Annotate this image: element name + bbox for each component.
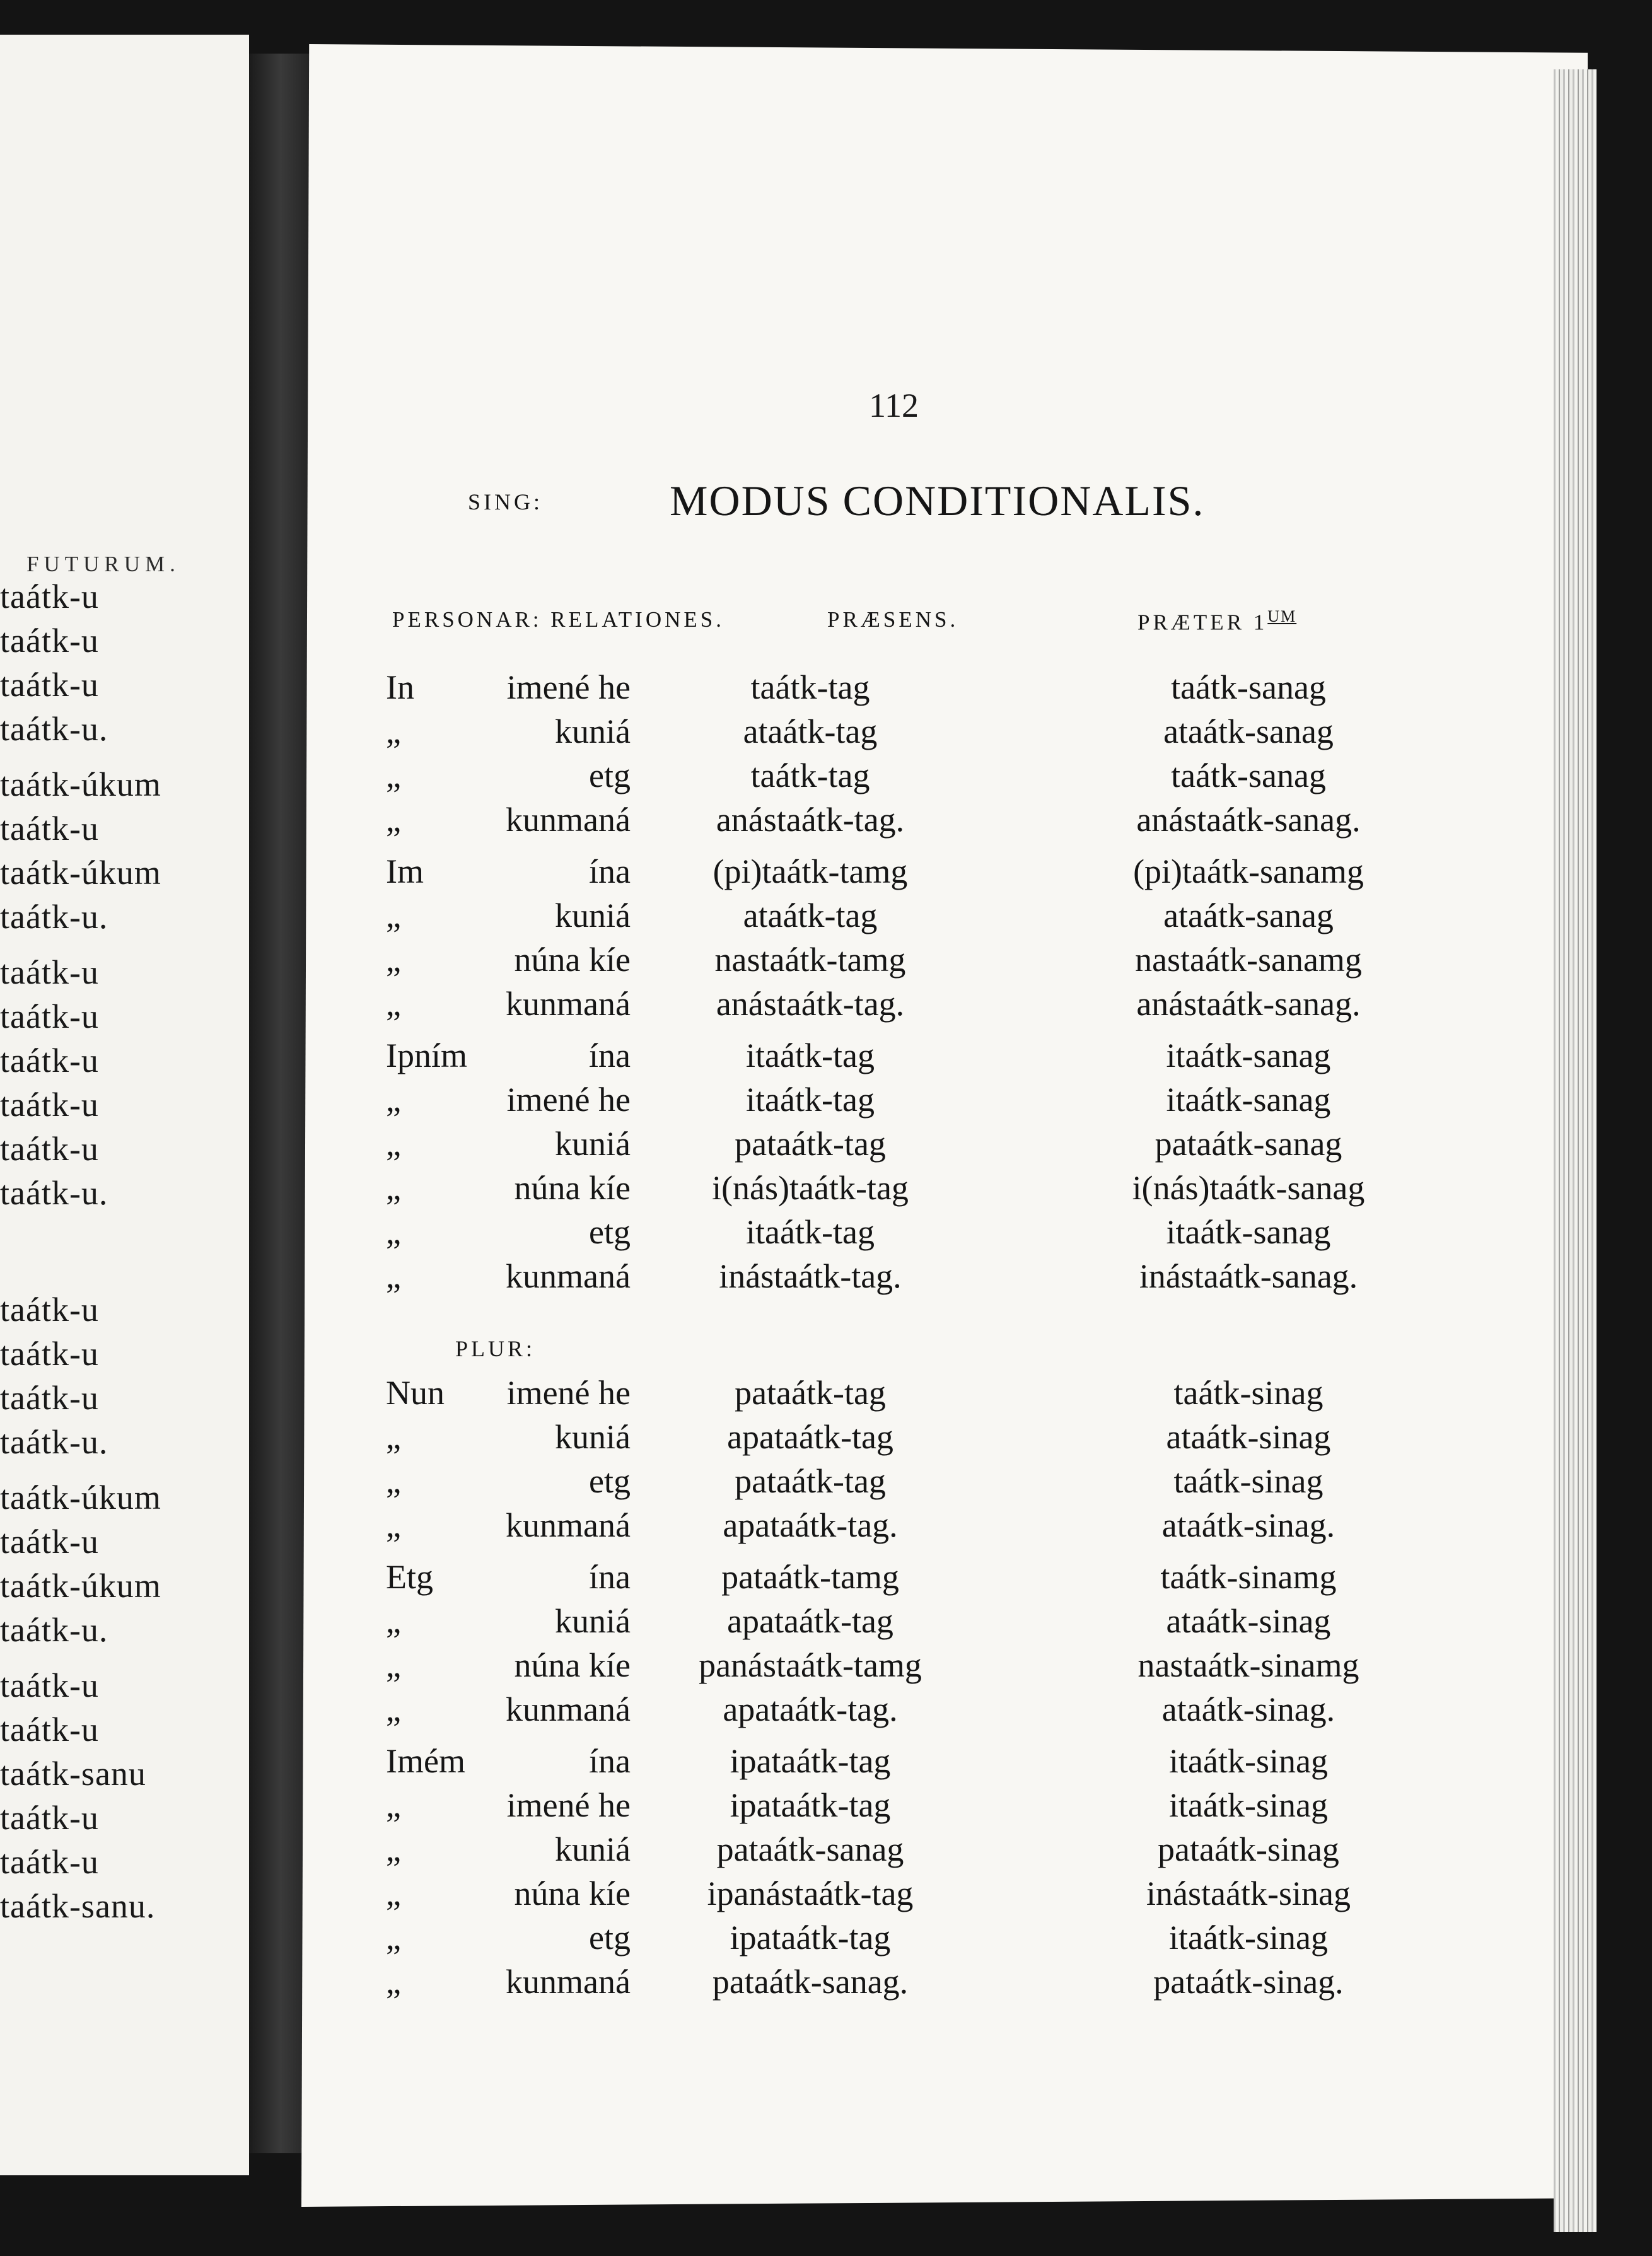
relation-cell: ína [589, 1742, 631, 1780]
present-form-cell: apataátk-tag [727, 1602, 893, 1640]
left-page-line: taátk-u [0, 578, 99, 615]
relation-cell: ína [589, 852, 631, 890]
table-row [0, 893, 1652, 938]
relation-cell: imené he [506, 1081, 631, 1119]
preterite-form-cell: itaátk-sinag [1169, 1742, 1328, 1780]
left-page-line: taátk-u. [0, 710, 108, 748]
present-form-cell: ipataátk-tag [730, 1786, 891, 1824]
preterite-form-cell: itaátk-sanag [1166, 1037, 1331, 1074]
table-row [0, 1254, 1652, 1298]
left-page-line: taátk-u [0, 1711, 99, 1748]
relation-cell: kuniá [555, 1830, 631, 1868]
left-page-line: taátk-u [0, 810, 99, 847]
present-form-cell: apataátk-tag. [723, 1690, 898, 1728]
present-form-cell: taátk-tag [750, 757, 870, 794]
table-row [0, 1643, 1652, 1687]
table-row [0, 1210, 1652, 1254]
person-cell: „ [386, 1125, 401, 1163]
present-form-cell: itaátk-tag [746, 1037, 875, 1074]
present-form-cell: itaátk-tag [746, 1213, 875, 1251]
table-row [0, 1415, 1652, 1459]
column-header-preterite-sup: UM [1267, 607, 1297, 625]
present-form-cell: panástaátk-tamg [699, 1646, 922, 1684]
preterite-form-cell: nastaátk-sanamg [1135, 941, 1362, 979]
preterite-form-cell: i(nás)taátk-sanag [1132, 1169, 1365, 1207]
relation-cell: kuniá [555, 1602, 631, 1640]
column-header-persons: PERSONAR: RELATIONES. [392, 607, 724, 632]
present-form-cell: pataátk-tag [735, 1462, 886, 1500]
person-cell: „ [386, 1257, 401, 1295]
table-row [0, 753, 1652, 798]
table-row [0, 1916, 1652, 1960]
table-row [0, 1459, 1652, 1503]
table-row [0, 798, 1652, 842]
table-row [0, 1599, 1652, 1643]
preterite-form-cell: ataátk-sinag. [1161, 1690, 1335, 1728]
preterite-form-cell: ataátk-sanag [1163, 712, 1334, 750]
table-row [0, 1166, 1652, 1210]
person-cell: „ [386, 985, 401, 1023]
preterite-form-cell: anástaátk-sanag. [1136, 801, 1361, 839]
relation-cell: kunmaná [506, 801, 631, 839]
left-page-line: taátk-úkum [0, 854, 161, 892]
left-page-line: taátk-u [0, 1042, 99, 1079]
left-page-line: taátk-úkum [0, 1567, 161, 1605]
preterite-form-cell: taátk-sinamg [1160, 1558, 1337, 1596]
relation-cell: kunmaná [506, 1257, 631, 1295]
table-row [0, 1555, 1652, 1599]
person-cell: „ [386, 1646, 401, 1684]
person-cell: „ [386, 1919, 401, 1957]
preterite-form-cell: itaátk-sanag [1166, 1213, 1331, 1251]
present-form-cell: itaátk-tag [746, 1081, 875, 1119]
person-cell: „ [386, 1169, 401, 1207]
left-page-line: taátk-u. [0, 1423, 108, 1461]
table-row [0, 1827, 1652, 1871]
person-cell: Im [386, 852, 424, 890]
preterite-form-cell: pataátk-sinag [1158, 1830, 1339, 1868]
present-form-cell: pataátk-sanag. [712, 1963, 909, 2001]
page-title: MODUS CONDITIONALIS. [670, 477, 1205, 525]
relation-cell: ína [589, 1558, 631, 1596]
table-row [0, 709, 1652, 753]
table-row [0, 1687, 1652, 1731]
left-page-line: taátk-u [0, 997, 99, 1035]
person-cell: „ [386, 757, 401, 794]
relation-cell: etg [589, 1919, 631, 1957]
person-cell: Imém [386, 1742, 465, 1780]
person-cell: „ [386, 1506, 401, 1544]
relation-cell: núna kíe [514, 941, 631, 979]
relation-cell: kuniá [555, 712, 631, 750]
preterite-form-cell: pataátk-sinag. [1153, 1963, 1344, 2001]
person-cell: „ [386, 1081, 401, 1119]
person-cell: „ [386, 1690, 401, 1728]
preterite-form-cell: taátk-sanag [1171, 757, 1326, 794]
left-page-line: taátk-úkum [0, 1479, 161, 1516]
relation-cell: ína [589, 1037, 631, 1074]
relation-cell: imené he [506, 1786, 631, 1824]
relation-cell: kunmaná [506, 1963, 631, 2001]
relation-cell: etg [589, 757, 631, 794]
person-cell: „ [386, 897, 401, 934]
person-cell: „ [386, 1786, 401, 1824]
left-page-line: taátk-u [0, 1335, 99, 1373]
present-form-cell: ipanástaátk-tag [707, 1875, 914, 1912]
present-form-cell: pataátk-tag [735, 1125, 886, 1163]
relation-cell: kuniá [555, 1418, 631, 1456]
present-form-cell: pataátk-tamg [721, 1558, 899, 1596]
relation-cell: imené he [506, 668, 631, 706]
page-number: 112 [869, 387, 919, 424]
preterite-form-cell: ataátk-sinag [1166, 1418, 1331, 1456]
relation-cell: núna kíe [514, 1169, 631, 1207]
left-page-line: taátk-u [0, 1523, 99, 1561]
preterite-form-cell: ataátk-sinag. [1161, 1506, 1335, 1544]
present-form-cell: i(nás)taátk-tag [712, 1169, 909, 1207]
preterite-form-cell: taátk-sanag [1171, 668, 1326, 706]
person-cell: „ [386, 1602, 401, 1640]
preterite-form-cell: ataátk-sinag [1166, 1602, 1331, 1640]
left-page-line: taátk-sanu. [0, 1887, 156, 1925]
person-cell: „ [386, 712, 401, 750]
relation-cell: kunmaná [506, 1690, 631, 1728]
left-page-line: taátk-u [0, 622, 99, 660]
present-form-cell: ataátk-tag [743, 897, 878, 934]
table-row [0, 1078, 1652, 1122]
table-row [0, 1739, 1652, 1783]
present-form-cell: ipataátk-tag [730, 1742, 891, 1780]
singular-label: SING: [468, 489, 544, 515]
present-form-cell: anástaátk-tag. [716, 801, 905, 839]
table-row [0, 1871, 1652, 1916]
table-row [0, 1371, 1652, 1415]
left-page-line: taátk-sanu [0, 1755, 146, 1793]
preterite-form-cell: (pi)taátk-sanamg [1133, 852, 1364, 890]
left-page-line: taátk-u. [0, 1174, 108, 1212]
present-form-cell: apataátk-tag [727, 1418, 893, 1456]
present-form-cell: anástaátk-tag. [716, 985, 905, 1023]
present-form-cell: ipataátk-tag [730, 1919, 891, 1957]
left-page-heading: FUTURUM. [26, 552, 180, 576]
relation-cell: kunmaná [506, 1506, 631, 1544]
person-cell: „ [386, 1963, 401, 2001]
preterite-form-cell: pataátk-sanag [1155, 1125, 1342, 1163]
left-page-line: taátk-u. [0, 1611, 108, 1649]
person-cell: „ [386, 1213, 401, 1251]
left-page-line: taátk-u [0, 953, 99, 991]
present-form-cell: nastaátk-tamg [714, 941, 906, 979]
relation-cell: kunmaná [506, 985, 631, 1023]
present-form-cell: pataátk-sanag [716, 1830, 904, 1868]
present-form-cell: (pi)taátk-tamg [713, 852, 908, 890]
person-cell: Ipním [386, 1037, 467, 1074]
person-cell: „ [386, 941, 401, 979]
preterite-form-cell: inástaátk-sinag [1146, 1875, 1351, 1912]
present-form-cell: apataátk-tag. [723, 1506, 898, 1544]
column-header-preterite-label: PRÆTER 1 [1137, 610, 1268, 635]
person-cell: „ [386, 801, 401, 839]
person-cell: „ [386, 1462, 401, 1500]
preterite-form-cell: inástaátk-sanag. [1139, 1257, 1358, 1295]
preterite-form-cell: itaátk-sanag [1166, 1081, 1331, 1119]
table-row [0, 1503, 1652, 1547]
person-cell: In [386, 668, 414, 706]
relation-cell: kuniá [555, 1125, 631, 1163]
preterite-form-cell: nastaátk-sinamg [1137, 1646, 1359, 1684]
table-row [0, 1960, 1652, 2004]
present-form-cell: pataátk-tag [735, 1374, 886, 1412]
left-page-line: taátk-u. [0, 898, 108, 936]
table-row [0, 849, 1652, 893]
left-page-line: taátk-u [0, 1379, 99, 1417]
column-header-preterite [1137, 607, 1296, 636]
table-row [0, 1033, 1652, 1078]
preterite-form-cell: itaátk-sinag [1169, 1919, 1328, 1957]
left-page-line: taátk-u [0, 1086, 99, 1124]
present-form-cell: inástaátk-tag. [719, 1257, 902, 1295]
preterite-form-cell: itaátk-sinag [1169, 1786, 1328, 1824]
table-row [0, 982, 1652, 1026]
left-page-line: taátk-u [0, 1130, 99, 1168]
person-cell: „ [386, 1830, 401, 1868]
table-row [0, 1122, 1652, 1166]
relation-cell: kuniá [555, 897, 631, 934]
relation-cell: núna kíe [514, 1875, 631, 1912]
present-form-cell: ataátk-tag [743, 712, 878, 750]
left-page-line: taátk-u [0, 1666, 99, 1704]
preterite-form-cell: taátk-sinag [1173, 1462, 1323, 1500]
left-page-line: taátk-u [0, 1291, 99, 1329]
present-form-cell: taátk-tag [750, 668, 870, 706]
left-page-line: taátk-u [0, 1843, 99, 1881]
person-cell: Nun [386, 1374, 445, 1412]
relation-cell: etg [589, 1213, 631, 1251]
preterite-form-cell: ataátk-sanag [1163, 897, 1334, 934]
left-page-line: taátk-u [0, 666, 99, 704]
relation-cell: imené he [506, 1374, 631, 1412]
relation-cell: etg [589, 1462, 631, 1500]
table-row [0, 938, 1652, 982]
column-header-present: PRÆSENS. [827, 607, 959, 632]
table-row [0, 1783, 1652, 1827]
table-row [0, 665, 1652, 709]
preterite-form-cell: anástaátk-sanag. [1136, 985, 1361, 1023]
left-page-line: taátk-u [0, 1799, 99, 1837]
plural-label: PLUR: [455, 1336, 536, 1361]
person-cell: „ [386, 1875, 401, 1912]
left-page-line: taátk-úkum [0, 765, 161, 803]
person-cell: „ [386, 1418, 401, 1456]
preterite-form-cell: taátk-sinag [1173, 1374, 1323, 1412]
relation-cell: núna kíe [514, 1646, 631, 1684]
person-cell: Etg [386, 1558, 433, 1596]
